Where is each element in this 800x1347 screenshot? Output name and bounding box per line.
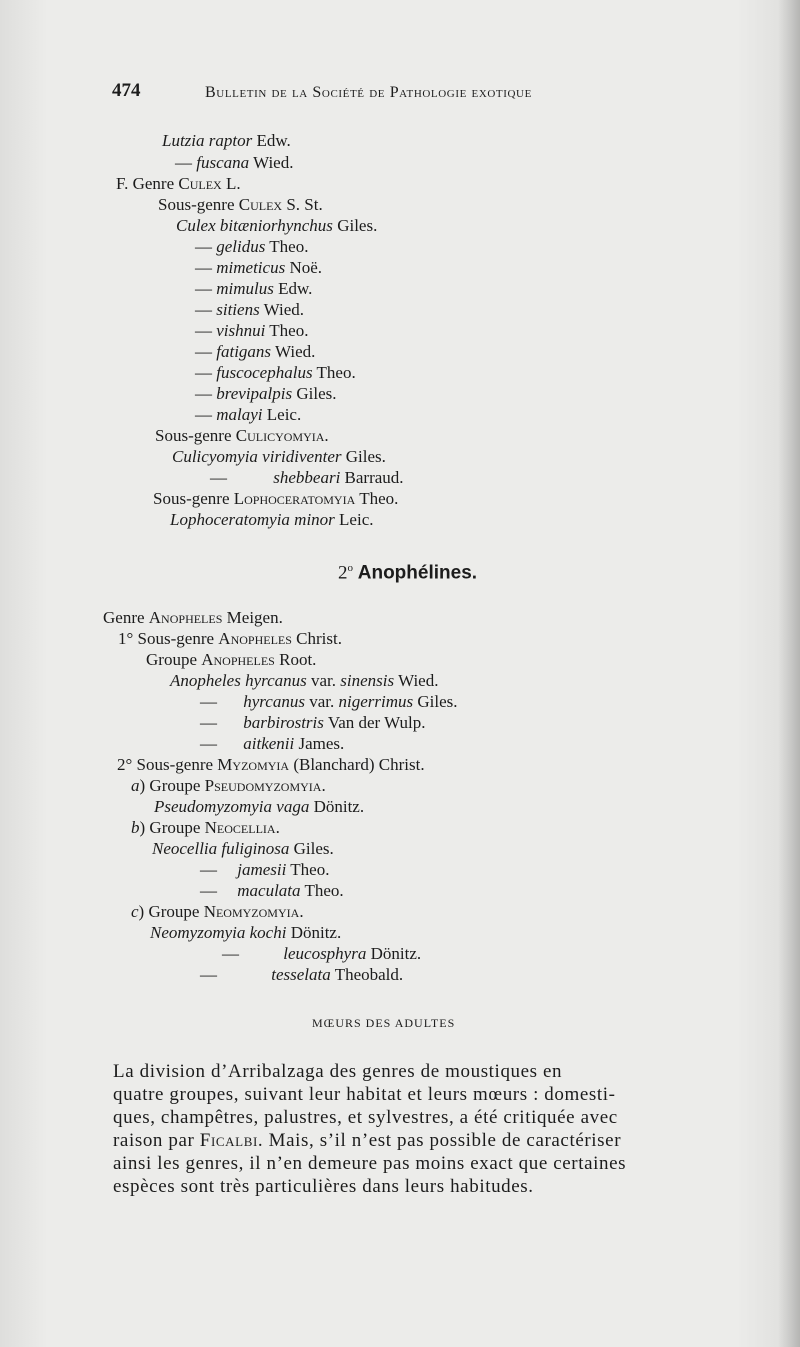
list-line: — leucosphyra Dönitz. (222, 944, 422, 963)
list-line: — gelidus Theo. (195, 237, 309, 256)
list-line: — jamesii Theo. (200, 860, 330, 879)
list-line: Lophoceratomyia minor Leic. (170, 510, 374, 529)
list-line: 2° Sous-genre Myzomyia (Blanchard) Christ. (117, 755, 425, 774)
list-line: — mimulus Edw. (195, 279, 313, 298)
list-line: Sous-genre Lophoceratomyia Theo. (153, 489, 399, 508)
list-line: — malayi Leic. (195, 405, 302, 424)
list-line: — barbirostris Van der Wulp. (200, 713, 426, 732)
list-line: — tesselata Theobald. (200, 965, 404, 984)
list-line: — maculata Theo. (200, 881, 344, 900)
list-line: — fatigans Wied. (195, 342, 316, 361)
list-line: — brevipalpis Giles. (195, 384, 337, 403)
paragraph-line: raison par Ficalbi. Mais, s’il n’est pas possible de caractériser (113, 1130, 622, 1151)
paragraph-line: La division d’Arribalzaga des genres de moustiques en (113, 1061, 563, 1082)
list-line: Groupe Anopheles Root. (146, 650, 317, 669)
list-line: — aitkenii James. (200, 734, 345, 753)
paragraph-line: ainsi les genres, il n’en demeure pas moins exact que certaines (113, 1153, 627, 1174)
list-line: b) Groupe Neocellia. (131, 818, 280, 837)
paragraph-line: ques, champêtres, palustres, et sylvestres, a été critiquée avec (113, 1107, 618, 1128)
body-paragraph (113, 1060, 729, 1198)
list-line: — sitiens Wied. (195, 300, 305, 319)
list-line: Sous-genre Culex S. St. (158, 195, 323, 214)
list-line: Neocellia fuliginosa Giles. (152, 839, 334, 858)
list-line: F. Genre Culex L. (116, 174, 241, 193)
list-line: Pseudomyzomyia vaga Dönitz. (154, 797, 365, 816)
list-line: — fuscocephalus Theo. (195, 363, 356, 382)
list-line: a) Groupe Pseudomyzomyia. (131, 776, 326, 795)
running-title: Bulletin de la Société de Pathologie exotique (205, 84, 532, 101)
list-line: — hyrcanus var. nigerrimus Giles. (200, 692, 458, 711)
list-line: Culex bitæniorhynchus Giles. (176, 216, 378, 235)
list-line: Culicyomyia viridiventer Giles. (172, 447, 386, 466)
list-line: — mimeticus Noë. (195, 258, 323, 277)
list-line: — shebbeari Barraud. (210, 468, 404, 487)
list-line: 1° Sous-genre Anopheles Christ. (118, 629, 342, 648)
list-line: Anopheles hyrcanus var. sinensis Wied. (170, 671, 439, 690)
subheading: MŒURS DES ADULTES (312, 1016, 456, 1030)
list-line: Neomyzomyia kochi Dönitz. (150, 923, 342, 942)
list-line: — fuscana Wied. (175, 153, 294, 172)
list-line: Lutzia raptor Edw. (162, 131, 291, 150)
list-line: c) Groupe Neomyzomyia. (131, 902, 304, 921)
paragraph-line: quatre groupes, suivant leur habitat et leurs mœurs : domesti- (113, 1084, 616, 1105)
section-heading: 2$^o$ Anophélines. (338, 562, 478, 584)
paragraph-line: espèces sont très particulières dans leurs habitudes. (113, 1176, 534, 1197)
list-line: Sous-genre Culicyomyia. (155, 426, 329, 445)
page-edge-shadow (778, 0, 800, 1347)
page-number: 474 (112, 80, 141, 101)
list-line: Genre Anopheles Meigen. (103, 608, 283, 627)
list-line: — vishnui Theo. (195, 321, 309, 340)
